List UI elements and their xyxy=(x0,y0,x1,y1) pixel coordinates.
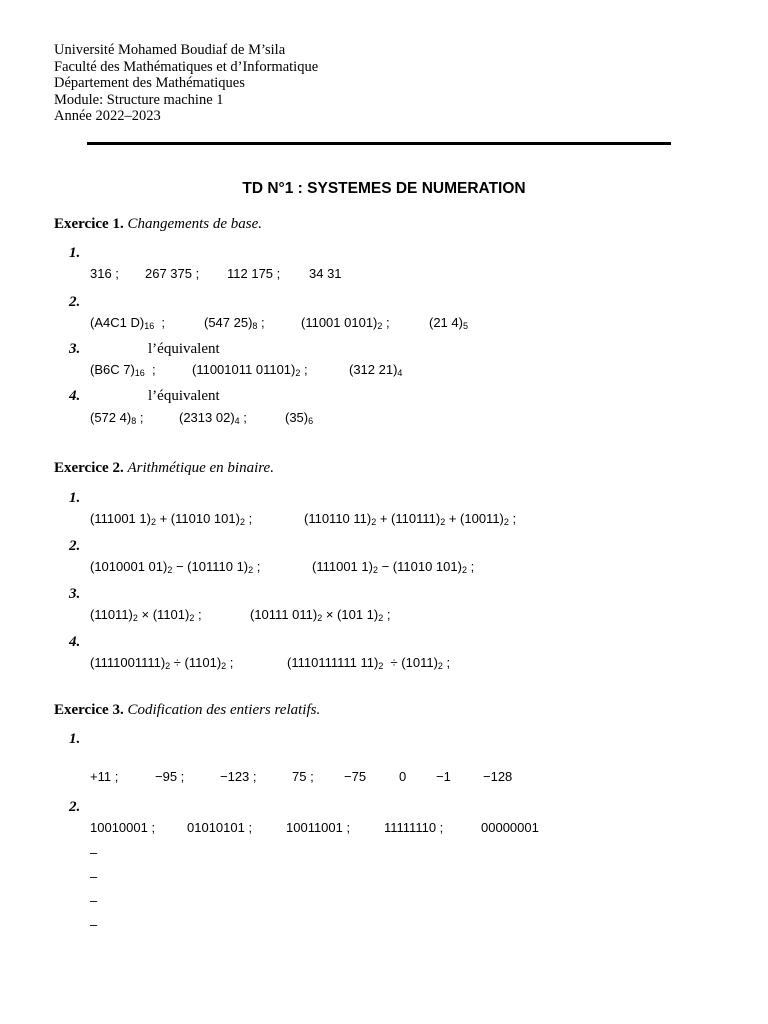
ex1-q3-item: (11001011 $01101)_2$ ; xyxy=(192,362,308,378)
ex3-q2-item: 00000001 xyxy=(481,820,539,835)
exercise-3-label: Exercice 3. xyxy=(54,702,124,718)
header-faculty: Faculté des Mathématiques et d’Informatique xyxy=(54,58,319,75)
ex2-q2-number: 2. xyxy=(69,538,81,554)
exercise-1-subtitle: Changements de base. xyxy=(127,216,263,232)
ex3-q1-item: −123 ; xyxy=(220,769,257,784)
ex3-q2-item: 01010101 ; xyxy=(187,820,253,835)
ex1-q4-item: (2313 $02)_4$ ; xyxy=(179,410,247,426)
ex1-q2-item: (21 $4)_5$ xyxy=(429,315,468,331)
document-header xyxy=(54,42,318,125)
ex1-q1-number: 1. xyxy=(69,245,81,261)
ex2-q3-expression: (10111 $011)_2 \times (101$ $1)_2$ ; xyxy=(250,607,391,623)
ex1-q1-item: 267 375 ; xyxy=(145,266,200,281)
ex1-q2-item: (11001 $0101)_2$ ; xyxy=(301,315,390,331)
ex3-q2-number: 2. xyxy=(69,799,81,815)
ex3-q1-number: 1. xyxy=(69,731,81,747)
ex1-q3-item: (312 $21)_4$ xyxy=(349,362,403,378)
ex3-q1-item: −75 xyxy=(344,769,367,784)
ex2-q3-number: 3. xyxy=(69,586,81,602)
exercise-2-label: Exercice 2. xyxy=(54,460,124,476)
ex3-q2-dash: – xyxy=(90,893,98,908)
ex1-q3-item: (B6C $7)_{16}$ ; xyxy=(90,362,156,378)
exercise-3-subtitle: Codification des entiers relatifs. xyxy=(127,702,321,718)
ex1-q1-item: 34 31 xyxy=(309,266,342,281)
ex2-q4-expression: $(1111001111)_2 \div (1101)_2$ ; xyxy=(90,655,234,671)
ex3-q2-dash: – xyxy=(90,869,98,884)
header-divider xyxy=(87,142,671,145)
ex1-q1-item: 112 175 ; xyxy=(227,266,281,281)
ex1-q3-note: l’équivalent xyxy=(148,341,220,357)
header-year: Année 2022–2023 xyxy=(54,108,161,124)
ex3-q1-item: −95 ; xyxy=(155,769,185,784)
ex1-q4-item: (572 $4)_8$ ; xyxy=(90,410,144,426)
ex2-q1-number: 1. xyxy=(69,490,81,506)
ex3-q1-item: −1 xyxy=(436,769,451,784)
ex2-q4-number: 4. xyxy=(69,634,81,650)
ex2-q1-expression: (111001 $1)_2 + (11010$ $101)_2$ ; xyxy=(90,511,253,527)
ex2-q2-expression: (111001 $1)_2 - (11010$ $101)_2$ ; xyxy=(312,559,475,575)
ex3-q2-item: 11111110 ; xyxy=(384,820,444,835)
ex3-q2-item: 10011001 ; xyxy=(286,820,351,835)
ex1-q4-item: $(35)_6$ xyxy=(285,410,314,426)
ex3-q1-item: 75 ; xyxy=(292,769,314,784)
ex3-q1-item: 0 xyxy=(399,769,407,784)
ex1-q4-number: 4. xyxy=(69,388,81,404)
ex2-q1-expression: (110110 $11)_2 + (110111)_2 + (10011)_2$ ; xyxy=(304,511,517,527)
ex1-q3-number: 3. xyxy=(69,341,81,357)
page-title: TD N°1 : SYSTEMES DE NUMERATION xyxy=(242,180,526,197)
exercise-2-subtitle: Arithmétique en binaire. xyxy=(127,460,274,476)
header-department: Département des Mathématiques xyxy=(54,75,245,91)
ex2-q2-expression: (1010001 $01)_2 - (101110$ $1)_2$ ; xyxy=(90,559,261,575)
ex3-q2-item: 10010001 ; xyxy=(90,820,156,835)
ex1-q2-number: 2. xyxy=(69,294,81,310)
ex2-q3-expression: $(11011)_2 \times (1101)_2$ ; xyxy=(90,607,202,623)
exercise-1-heading xyxy=(54,216,262,233)
exercise-3-heading xyxy=(54,702,320,719)
ex1-q2-item: (547 $25)_8$ ; xyxy=(204,315,265,331)
ex3-q1-item: −128 xyxy=(483,769,513,784)
ex1-q1-item: 316 ; xyxy=(90,266,119,281)
header-university: Université Mohamed Boudiaf de M’sila xyxy=(54,42,286,58)
ex3-q1-item: +11 ; xyxy=(90,769,119,784)
ex1-q4-note: l’équivalent xyxy=(148,388,220,404)
ex2-q4-expression: (1110111111 $11)_2 \div (1011)_2$ ; xyxy=(287,655,451,671)
ex3-q2-dash: – xyxy=(90,845,98,860)
header-module: Module: Structure machine 1 xyxy=(54,91,224,108)
ex1-q2-item: (A4C1 $D)_{16}$ ; xyxy=(90,315,166,331)
exercise-1-label: Exercice 1. xyxy=(54,216,124,232)
ex3-q2-dash: – xyxy=(90,917,98,932)
exercise-2-heading xyxy=(54,460,274,477)
